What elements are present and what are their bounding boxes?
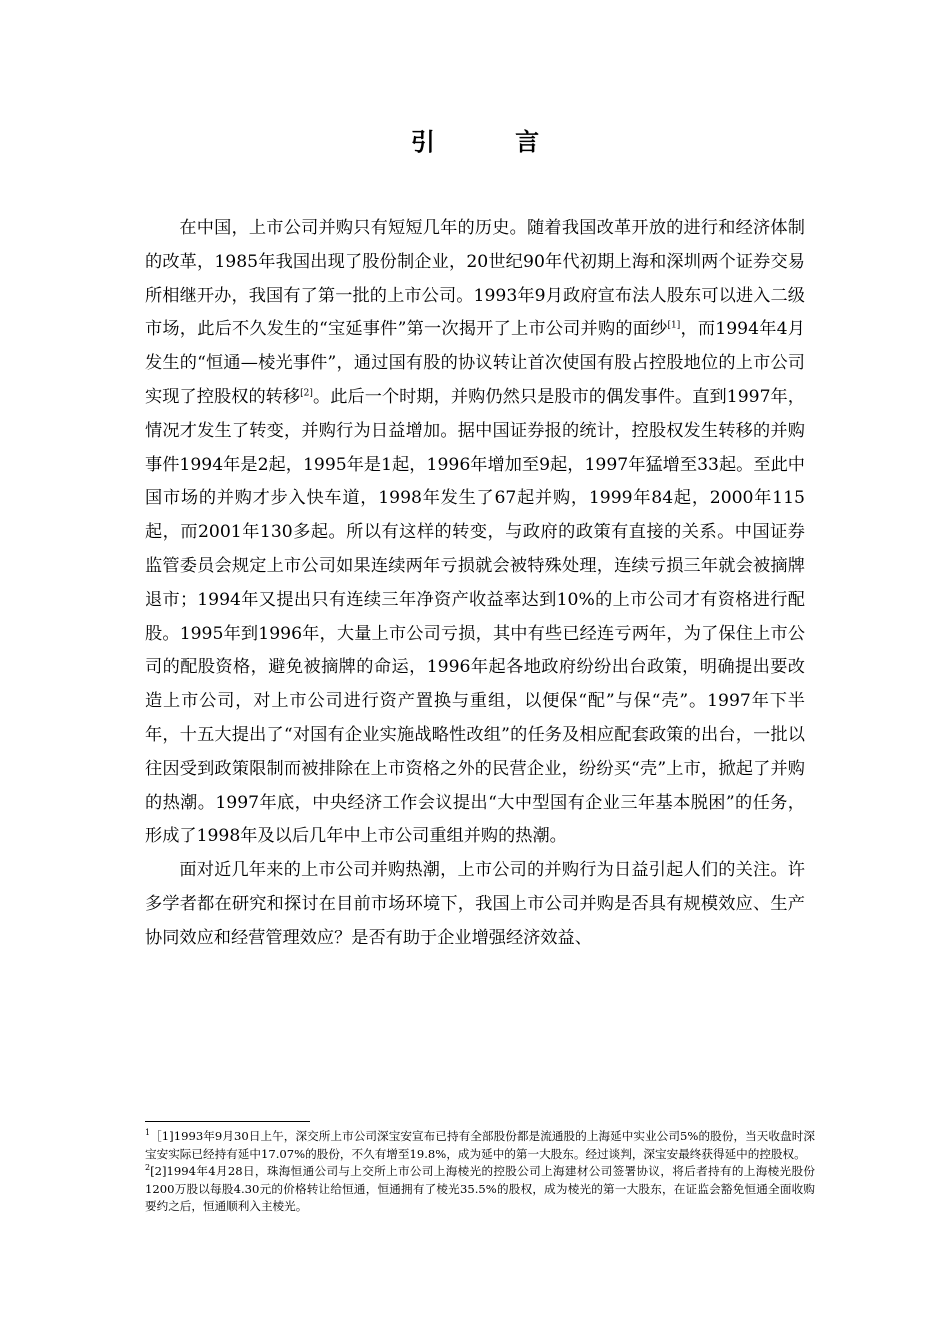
paragraph-1-part-1: 在中国，上市公司并购只有短短几年的历史。随着我国改革开放的进行和经济体制的改革，1985年我国出现了股份制企业，20世纪90年代初期上海和深圳两个证券交易所相继开办，我国有了第一批的上市公司。1993年9月政府宣布法人股东可以进入二级市场，此后不久发生的“宝延事件”第一次揭开了上市公司并购的面纱 (145, 218, 805, 340)
paragraph-1-part-2: ，而1994年4月发生的“恒通—棱光事件”，通过国有股的协议转让首次使国有股占控股地位的上市公司实现了控股权的转移 (145, 319, 805, 407)
footnote-1-mark: 1 (145, 1128, 151, 1138)
footnote-1 (145, 1128, 815, 1163)
citation-ref-1[interactable]: [1] (667, 320, 681, 331)
footnote-divider (145, 1121, 310, 1122)
paragraph-1 (145, 212, 805, 854)
paragraph-2: 面对近几年来的上市公司并购热潮，上市公司的并购行为日益引起人们的关注。许多学者都在研究和探讨在目前市场环境下，我国上市公司并购是否具有规模效应、生产协同效应和经营管理效应？是否有助于企业增强经济效益、 (145, 860, 805, 948)
body-text (145, 212, 805, 956)
footnote-2-text: [2]1994年4月28日，珠海恒通公司与上交所上市公司上海棱光的控股公司上海建材公司签署协议，将后者持有的上海棱光股份1200万股以每股4.30元的价格转让给恒通，恒通拥有了棱光35.5%的股权，成为棱光的第一大股东，在证监会豁免恒通全面收购要约之后，恒通顺利入主棱光。 (145, 1164, 815, 1213)
page-title: 引 言 (410, 128, 576, 156)
citation-ref-2[interactable]: [2] (300, 388, 313, 399)
footnote-2-mark: 2 (145, 1163, 151, 1173)
paragraph-1-part-3: 。此后一个时期，并购仍然只是股市的偶发事件。直到1997年，情况才发生了转变，并购行为日益增加。据中国证券报的统计，控股权发生转移的并购事件1994年是2起，1995年是1起，1996年增加至9起，1997年猛增至33起。至此中国市场的并购才步入快车道，1998年发生了67起并购，1999年84起，2000年115起，而2001年130多起。所以有这样的转变，与政府的政策有直接的关系。中国证券监管委员会规定上市公司如果连续两年亏损就会被特殊处理，连续亏损三年就会被摘牌退市；1994年又提出只有连续三年净资产收益率达到10%的上市公司才有资格进行配股。1995年到1996年，大量上市公司亏损，其中有些已经连亏两年，为了保住上市公司的配股资格，避免被摘牌的命运，1996年起各地政府纷纷出台政策，明确提出要改造上市公司，对上市公司进行资产置换与重组，以便保“配”与保“壳”。1997年下半年，十五大提出了“对国有企业实施战略性改组”的任务及相应配套政策的出台，一批以往因受到政策限制而被排除在上市资格之外的民营企业，纷纷买“壳”上市，掀起了并购的热潮。1997年底，中央经济工作会议提出“大中型国有企业三年基本脱困”的任务，形成了1998年及以后几年中上市公司重组并购的热潮。 (145, 386, 805, 847)
footnote-2 (145, 1163, 815, 1216)
footnotes (145, 1128, 815, 1216)
footnote-1-text: ［1]1993年9月30日上午，深交所上市公司深宝安宣布已持有全部股份都是流通股的上海延中实业公司5%的股份，当天收盘时深宝安实际已经持有延中17.07%的股份，不久有增至19.8%，成为延中的第一大股东。经过谈判，深宝安最终获得延中的控股权。 (145, 1129, 815, 1161)
